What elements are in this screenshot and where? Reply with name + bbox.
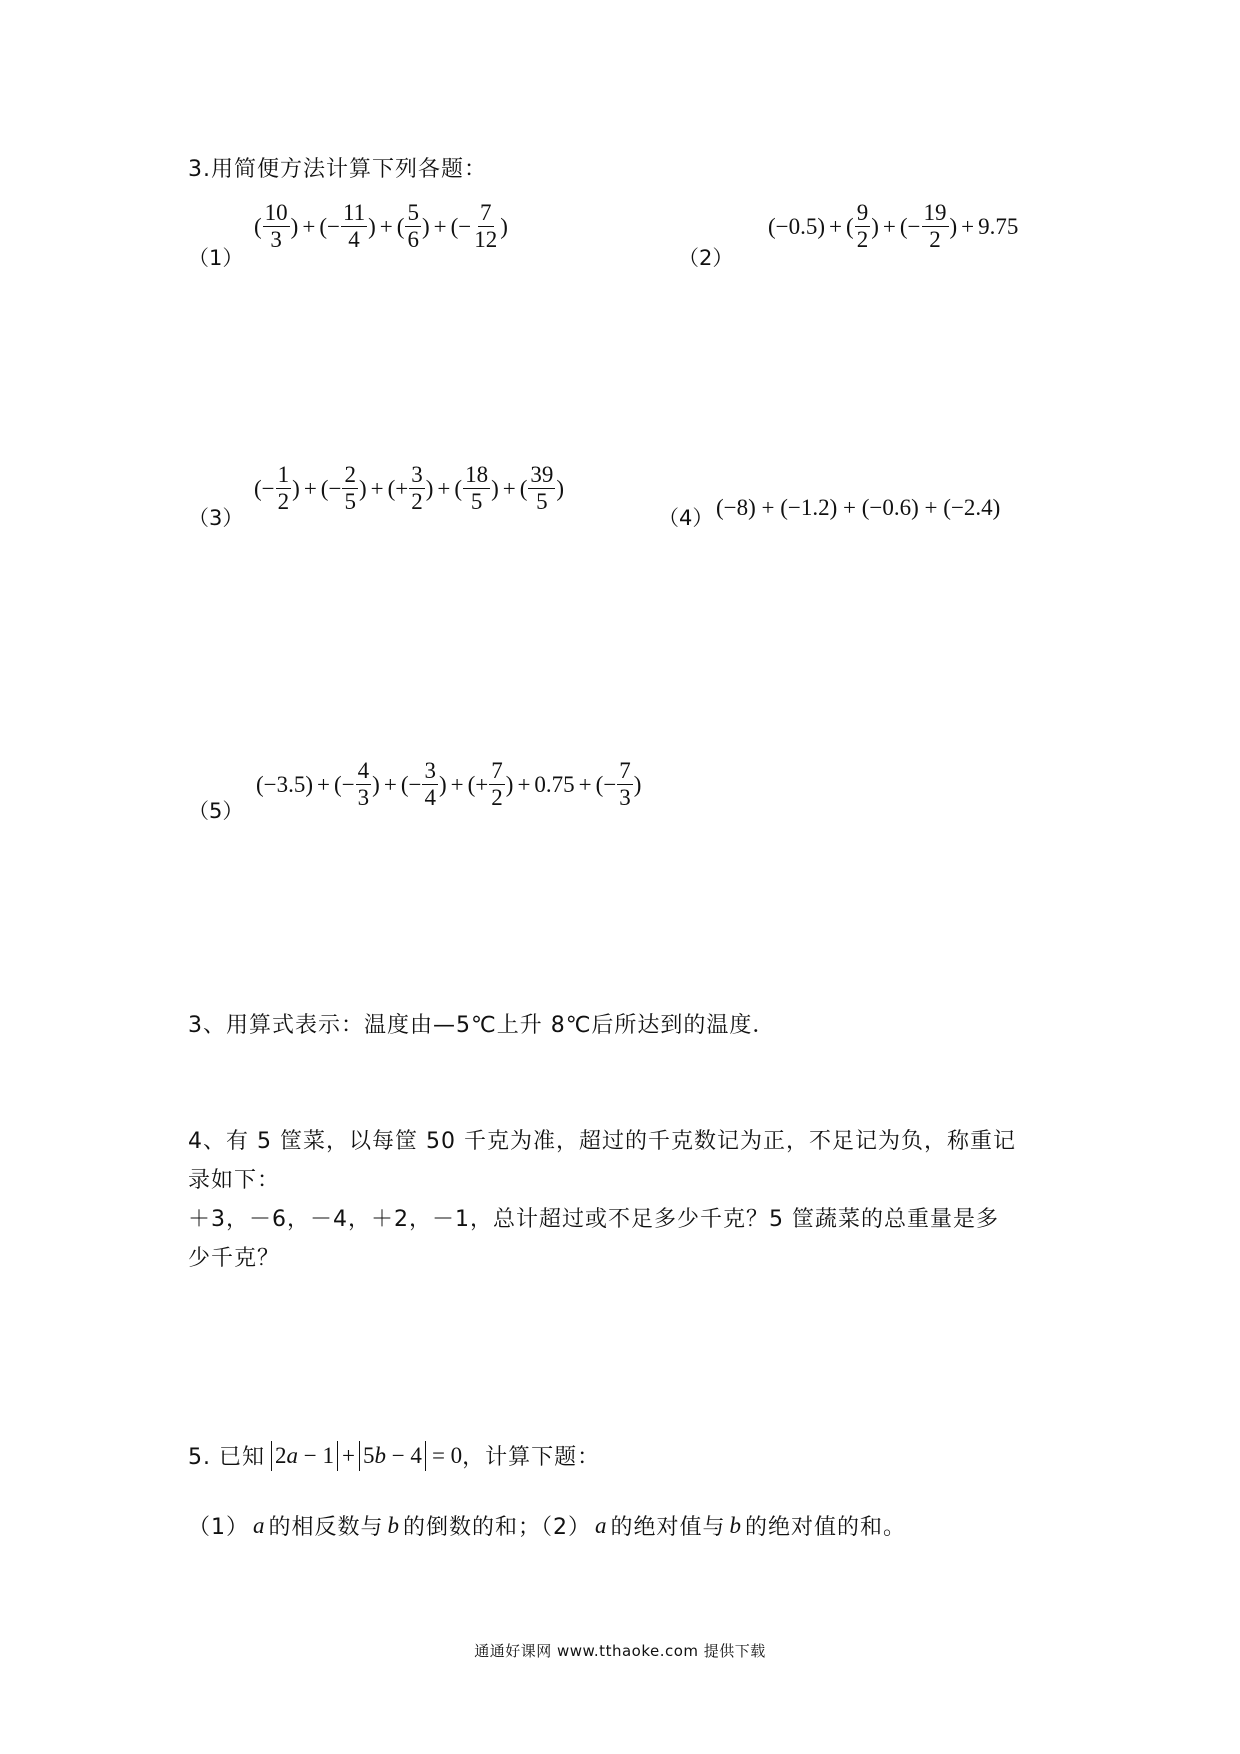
paren: (−: [450, 213, 472, 239]
numerator: 3: [424, 758, 436, 783]
text: 的绝对值与: [610, 1515, 726, 1540]
coefficient: 5: [362, 1442, 375, 1468]
variable-a: a: [286, 1442, 298, 1468]
numerator: 1: [277, 462, 290, 487]
absolute-value-2: [359, 1441, 426, 1471]
plus-sign: +: [379, 213, 393, 239]
coefficient: 2: [274, 1442, 287, 1468]
plus-sign: +: [433, 213, 447, 239]
sub-label: （1）: [188, 1515, 249, 1540]
text: 的倒数的和；（2）: [403, 1515, 592, 1540]
question-4-line-4: 少千克？: [188, 1246, 281, 1271]
paren: ): [500, 213, 508, 239]
paren: ): [633, 771, 642, 797]
denominator: 3: [270, 227, 282, 252]
fraction: [263, 200, 290, 253]
equals-zero: = 0: [431, 1442, 463, 1468]
paren: ): [292, 475, 300, 501]
question-5-suffix: ，计算下题：: [462, 1445, 601, 1470]
expression-text: (−8) + (−1.2) + (−0.6) + (−2.4): [716, 495, 1001, 520]
denominator: 3: [619, 785, 631, 810]
paren: (−: [899, 213, 921, 239]
plus-sign: +: [961, 213, 975, 239]
denominator: 3: [357, 785, 370, 810]
problem-2-expression: [768, 200, 1018, 253]
numerator: 3: [411, 462, 423, 487]
paren: (−: [400, 771, 422, 797]
numerator: 4: [357, 758, 370, 783]
question-5-line-1: [188, 1440, 600, 1471]
denominator: 6: [407, 227, 419, 252]
numerator: 5: [407, 200, 419, 225]
absolute-value-1: [271, 1441, 338, 1471]
fraction: [409, 462, 425, 515]
denominator: 2: [277, 489, 290, 514]
paren: ): [421, 213, 430, 239]
numerator: 7: [619, 758, 631, 783]
problem-5-label: （5）: [188, 799, 244, 823]
term: − 4: [385, 1442, 422, 1468]
paren: ): [556, 475, 565, 501]
paren: (−: [334, 771, 355, 797]
paren: (: [846, 213, 854, 239]
numerator: 11: [342, 200, 366, 225]
paren: (−: [254, 475, 275, 501]
paren: (+: [467, 771, 489, 797]
variable-a: a: [595, 1512, 607, 1538]
fraction: [463, 462, 490, 515]
variable-b: b: [729, 1512, 742, 1538]
problem-5-expression: [256, 758, 641, 811]
numerator: 39: [530, 462, 554, 487]
variable-a: a: [253, 1512, 265, 1538]
term: 9.75: [978, 213, 1019, 239]
plus-sign: +: [882, 213, 896, 239]
numerator: 7: [491, 758, 503, 783]
denominator: 5: [344, 489, 356, 514]
paren: ): [368, 213, 376, 239]
term: − 1: [297, 1442, 334, 1468]
problem-3-expression: [254, 462, 564, 515]
text: 的相反数与: [268, 1515, 384, 1540]
plus-sign: +: [370, 475, 384, 501]
question-5-prefix: 5. 已知: [188, 1445, 265, 1470]
numerator: 9: [856, 200, 869, 225]
plus-sign: +: [302, 213, 316, 239]
question-4-line-1: 4、有 5 筐菜，以每筐 50 千克为准，超过的千克数记为正，不足记为负，称重记: [188, 1129, 1016, 1154]
denominator: 2: [411, 489, 423, 514]
problem-4-label: （4）: [658, 506, 714, 530]
plus-sign: +: [437, 475, 451, 501]
plus-sign: +: [578, 771, 592, 797]
paren: ): [290, 213, 299, 239]
question-4-line-3: ＋3，－6，－4，＋2，－1，总计超过或不足多少千克？5 筐蔬菜的总重量是多: [188, 1207, 999, 1232]
question-3: 3、用算式表示：温度由—5℃上升 8℃后所达到的温度．: [188, 1013, 776, 1038]
fraction: [422, 758, 438, 811]
numerator: 18: [465, 462, 489, 487]
fraction: [617, 758, 633, 811]
paren: ): [871, 213, 879, 239]
fraction: [341, 200, 367, 253]
paren: ): [425, 475, 434, 501]
numerator: 19: [923, 200, 947, 225]
plus-sign: +: [829, 213, 843, 239]
fraction: [489, 758, 505, 811]
paren: (−: [319, 213, 340, 239]
numerator: 2: [344, 462, 356, 487]
paren: (−: [320, 475, 342, 501]
problem-1-label: （1）: [188, 246, 244, 270]
paren: ): [491, 475, 499, 501]
denominator: 2: [929, 227, 941, 252]
plus-sign: +: [517, 771, 531, 797]
term: (−3.5): [256, 771, 314, 797]
term: 0.75: [534, 771, 575, 797]
paren: ): [949, 213, 958, 239]
problem-1-expression: [254, 200, 508, 253]
absolute-value-equation: [271, 1441, 462, 1471]
footer-text: 通通好课网 www.tthaoke.com 提供下载: [474, 1642, 766, 1660]
paren: ): [372, 771, 380, 797]
numerator: 7: [480, 200, 492, 225]
fraction: [855, 200, 871, 253]
denominator: 2: [856, 227, 869, 252]
paren: (: [519, 475, 528, 501]
fraction: [356, 758, 372, 811]
denominator: 4: [348, 227, 360, 252]
denominator: 4: [424, 785, 436, 810]
denominator: 12: [474, 227, 498, 252]
fraction: [528, 462, 555, 515]
plus-sign: +: [383, 771, 397, 797]
denominator: 5: [470, 489, 483, 514]
question-5-line-2: [188, 1510, 906, 1541]
paren: ): [358, 475, 367, 501]
plus-sign: +: [317, 771, 331, 797]
plus-sign: +: [303, 475, 317, 501]
problem-3-label: （3）: [188, 506, 244, 530]
problem-4-expression: [716, 493, 1000, 523]
variable-b: b: [387, 1512, 400, 1538]
section-title: 3.用简便方法计算下列各题：: [188, 157, 487, 182]
paren: (−: [595, 771, 617, 797]
question-4-line-2: 录如下：: [188, 1168, 281, 1193]
denominator: 5: [536, 489, 548, 514]
paren: ): [505, 771, 514, 797]
fraction: [276, 462, 292, 515]
fraction: [405, 200, 421, 253]
plus-sign: +: [502, 475, 516, 501]
paren: ): [438, 771, 447, 797]
paren: (: [454, 475, 463, 501]
denominator: 2: [491, 785, 503, 810]
paren: (: [254, 213, 262, 239]
fraction: [922, 200, 949, 253]
problem-2-label: （2）: [678, 246, 734, 270]
paren: (+: [387, 475, 409, 501]
text: 的绝对值的和。: [745, 1515, 907, 1540]
fraction: [472, 200, 499, 253]
plus-sign: +: [450, 771, 464, 797]
plus-sign: +: [341, 1442, 355, 1468]
variable-b: b: [374, 1442, 386, 1468]
fraction: [342, 462, 358, 515]
term: (−0.5): [768, 213, 826, 239]
paren: (: [396, 213, 405, 239]
numerator: 10: [264, 200, 288, 225]
